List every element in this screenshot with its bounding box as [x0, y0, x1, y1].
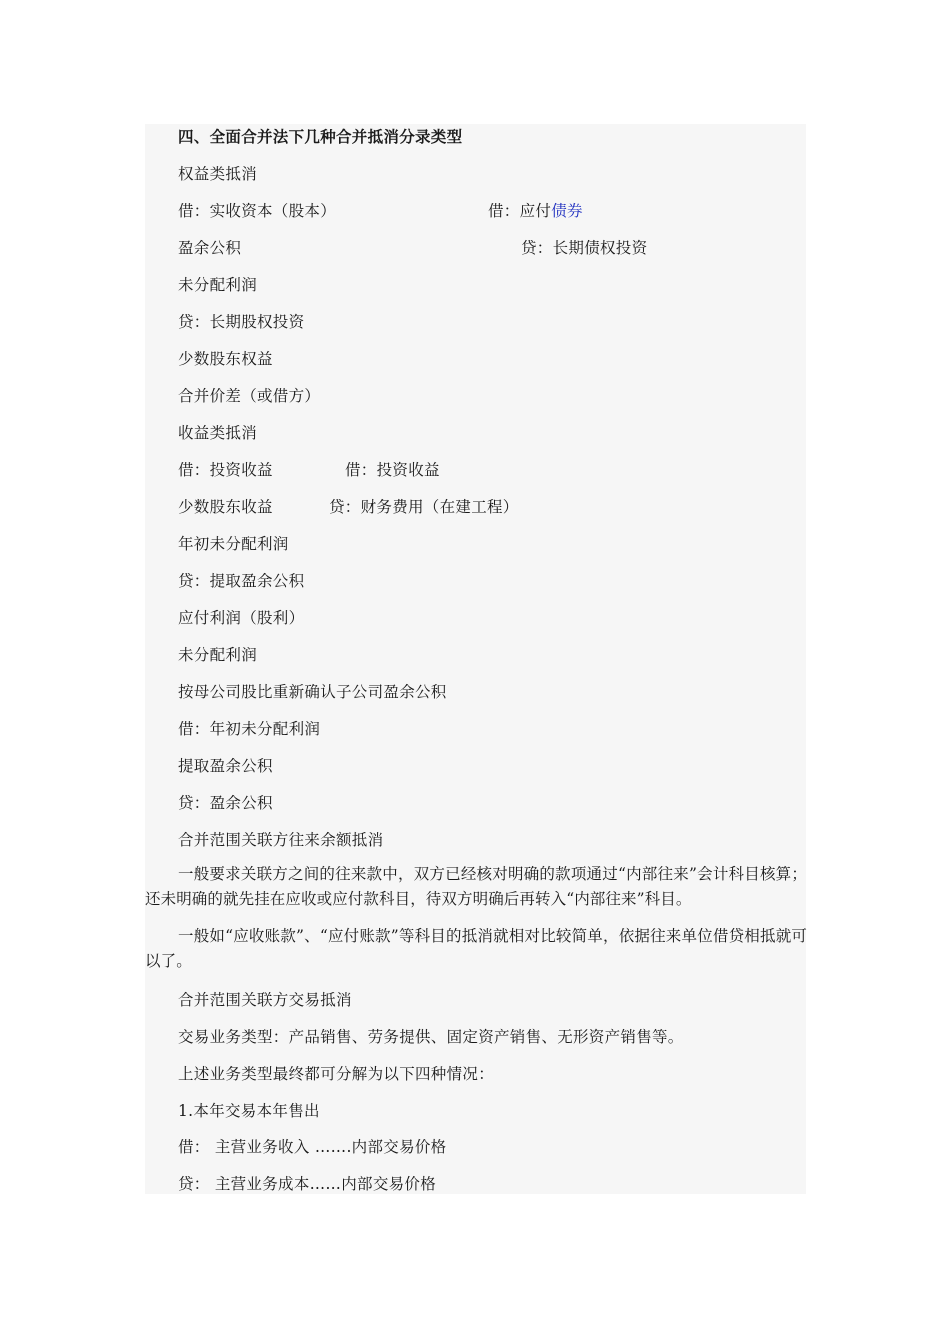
entry-line: 借：投资收益: [345, 461, 440, 479]
entry-line: 贷： 主营业务成本……内部交易价格: [178, 1175, 437, 1193]
entry-line: 盈余公积: [178, 239, 242, 257]
entry-line: 应付利润（股利）: [178, 609, 305, 627]
entry-line: 少数股东收益: [178, 498, 273, 516]
entry-line: [488, 201, 583, 221]
entry-line: 贷：财务费用（在建工程）: [329, 498, 519, 516]
heading-balance-elimination: 合并范围关联方往来余额抵消: [178, 831, 384, 849]
paragraph-internal-accounts: 一般要求关联方之间的往来款中，双方已经核对明确的款项通过“内部往来”会计科目核算；还未明确的就先挂在应收或应付款科目，待双方明确后再转入“内部往来”科目。: [145, 865, 807, 908]
heading-equity-elimination: 权益类抵消: [178, 165, 258, 183]
entry-line: 贷：长期股权投资: [178, 313, 305, 331]
heading-income-elimination: 收益类抵消: [178, 424, 258, 442]
entry-line: 提取盈余公积: [178, 757, 273, 775]
text-line: 1.本年交易本年售出: [178, 1102, 320, 1120]
entry-line: 借： 主营业务收入 …….内部交易价格: [178, 1138, 447, 1156]
entry-line: 年初未分配利润: [178, 535, 289, 553]
text-line: 上述业务类型最终都可分解为以下四种情况：: [178, 1065, 495, 1083]
bonds-link[interactable]: 债券: [551, 202, 583, 220]
entry-line: 借：年初未分配利润: [178, 720, 321, 738]
entry-line: 少数股东权益: [178, 350, 273, 368]
entry-line: 合并价差（或借方）: [178, 387, 321, 405]
text-line: 交易业务类型：产品销售、劳务提供、固定资产销售、无形资产销售等。: [178, 1028, 684, 1046]
section-title: 四、全面合并法下几种合并抵消分录类型: [178, 127, 463, 146]
entry-line: 未分配利润: [178, 646, 258, 664]
entry-line: 贷：盈余公积: [178, 794, 273, 812]
entry-line: 贷：长期债权投资: [521, 239, 648, 257]
entry-line: 借：投资收益: [178, 461, 273, 479]
entry-line: 借：实收资本（股本）: [178, 202, 337, 220]
heading-transaction-elimination: 合并范围关联方交易抵消: [178, 991, 352, 1009]
paragraph-receivable-payable: 一般如“应收账款”、“应付账款”等科目的抵消就相对比较简单，依据往来单位借贷相抵就可以了。: [145, 927, 807, 970]
entry-text: 借：应付: [488, 202, 552, 220]
entry-line: 未分配利润: [178, 276, 258, 294]
entry-line: 贷：提取盈余公积: [178, 572, 305, 590]
heading-reconfirm-surplus: 按母公司股比重新确认子公司盈余公积: [178, 683, 447, 701]
